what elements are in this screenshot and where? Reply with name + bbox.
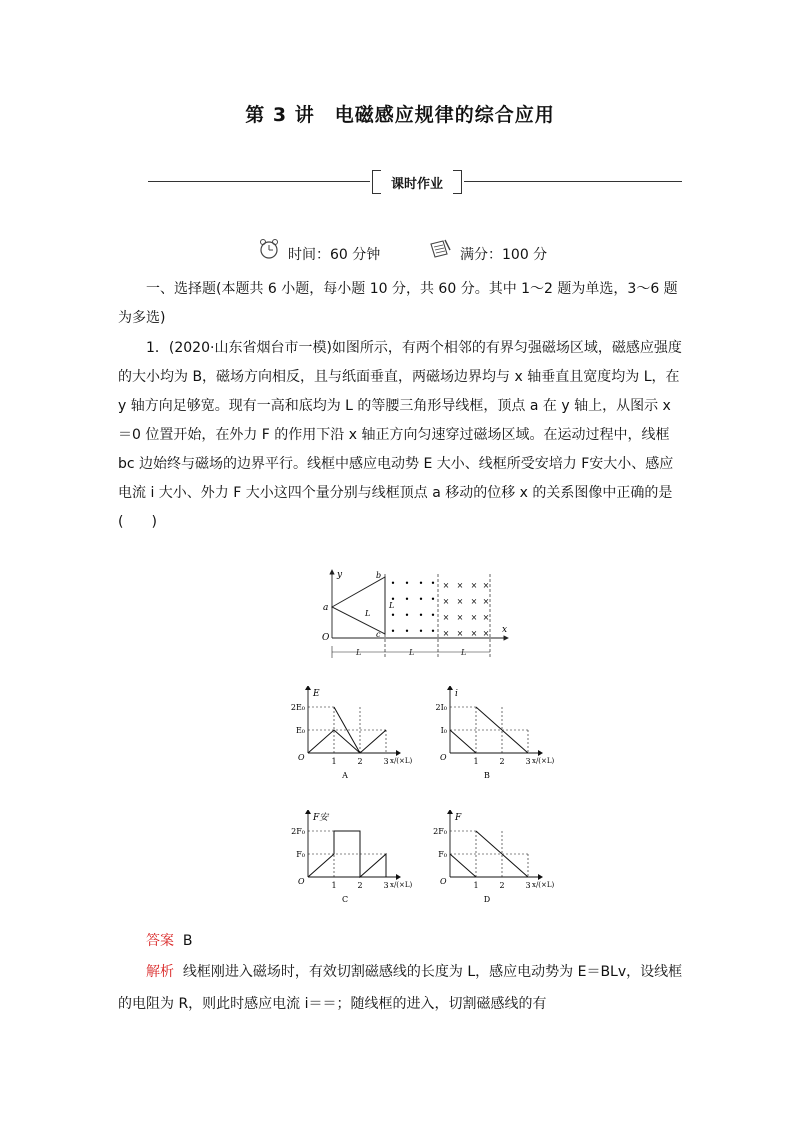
field-dot: • — [390, 595, 396, 604]
field-cross: × — [470, 581, 478, 590]
field-dot: • — [390, 579, 396, 588]
origin-label: O — [322, 633, 330, 643]
divider-left — [148, 181, 370, 182]
option-letter: D — [483, 895, 491, 904]
tick-lo: I₀ — [440, 726, 447, 735]
field-dot: • — [390, 627, 396, 636]
tick-3: 3 — [383, 757, 389, 766]
origin-label: O — [440, 877, 447, 886]
field-dot: • — [418, 611, 424, 620]
field-dot: • — [390, 611, 396, 620]
field-cross: × — [482, 581, 490, 590]
origin-label: O — [298, 877, 305, 886]
tick-hi: 2F₀ — [433, 827, 447, 836]
tick-3: 3 — [525, 757, 531, 766]
x-arrow-icon — [538, 874, 543, 880]
tick-hi: 2I₀ — [435, 703, 447, 712]
y-arrow-icon — [447, 810, 453, 814]
field-dot: • — [404, 627, 410, 636]
y-label: E — [313, 689, 320, 699]
answer-label: 答案 — [146, 933, 174, 949]
x-axis-label: x — [502, 625, 508, 635]
x-unit-label: x/(×L) — [390, 757, 413, 765]
analysis-paragraph — [118, 956, 683, 1020]
graph-d — [426, 810, 556, 904]
dim-l-3: L — [461, 648, 467, 657]
field-cross: × — [470, 629, 478, 638]
option-letter: A — [342, 771, 348, 780]
field-cross: × — [456, 581, 464, 590]
full-score: 满分：100 分 — [460, 247, 548, 263]
field-dot: • — [404, 579, 410, 588]
field-cross: × — [482, 597, 490, 606]
field-out-dots — [391, 579, 436, 636]
field-cross: × — [456, 613, 464, 622]
time-limit: 时间：60 分钟 — [288, 247, 381, 263]
tick-1: 1 — [331, 881, 337, 890]
paper-pen-icon — [428, 238, 452, 260]
option-letter: C — [341, 895, 349, 904]
graph-c — [284, 810, 414, 904]
homework-banner — [372, 170, 462, 194]
vertex-c-label: c — [376, 630, 381, 639]
field-dot: • — [418, 579, 424, 588]
question-1-stem: 1．(2020·山东省烟台市一模)如图所示，有两个相邻的有界匀强磁场区域，磁感应强度的大小均为 B，磁场方向相反，且与纸面垂直，两磁场边界均与 x 轴垂直且宽度均为 L，在 y 轴方向足够宽。现有一高和底均为 L 的等腰三角形导线框，顶点 a 在 y 轴上，从图示 x＝0 位置开始，在外力 F 的作用下沿 x 轴正方向匀速穿过磁场区域。在运动过程中，线框 bc 边始终与磁场的边界平行。线框中感应电动势 E 大小、线框所受安培力 F安大小、感应电流 i 大小、外力 F 大小这四个量分别与线框顶点 a 移动的位移 x 的关系图像中正确的是( ) — [118, 340, 682, 530]
vertex-a-label: a — [323, 603, 329, 613]
field-cross: × — [442, 613, 450, 622]
homework-label: 课时作业 — [390, 176, 443, 192]
vertex-b-label: b — [376, 571, 382, 580]
tick-lo: E₀ — [295, 726, 305, 735]
section-heading: 一、选择题(本题共 6 小题，每小题 10 分，共 60 分。其中 1～2 题为单选，3～6 题为多选) — [118, 281, 678, 326]
height-l-label: L — [365, 609, 371, 618]
tick-1: 1 — [473, 757, 479, 766]
magnetic-field-figure — [318, 566, 518, 662]
origin-label: O — [298, 753, 305, 762]
field-cross: × — [482, 629, 490, 638]
tick-2: 2 — [499, 881, 505, 890]
field-in-crosses — [443, 581, 490, 638]
y-arrow-icon — [305, 686, 311, 690]
answer-line — [146, 927, 711, 956]
x-unit-label: x/(×L) — [390, 881, 413, 889]
origin-label: O — [440, 753, 447, 762]
field-cross: × — [470, 613, 478, 622]
x-arrow-icon — [396, 750, 401, 756]
divider-right — [464, 181, 682, 182]
tick-3: 3 — [525, 881, 531, 890]
field-dot: • — [418, 595, 424, 604]
tick-2: 2 — [357, 757, 363, 766]
tick-lo: F₀ — [296, 850, 305, 859]
field-cross: × — [442, 629, 450, 638]
graph-b — [426, 686, 556, 780]
x-unit-label: x/(×L) — [532, 757, 555, 765]
clock-icon — [258, 238, 280, 260]
field-dot: • — [418, 627, 424, 636]
field-dot: • — [430, 579, 436, 588]
answer-value: B — [182, 933, 193, 949]
field-cross: × — [456, 597, 464, 606]
tick-hi: 2E₀ — [290, 703, 305, 712]
tick-2: 2 — [357, 881, 363, 890]
x-unit-label: x/(×L) — [532, 881, 555, 889]
y-arrow-icon — [447, 686, 453, 690]
page-title: 第 3 讲 电磁感应规律的综合应用 — [245, 104, 555, 126]
field-cross: × — [442, 581, 450, 590]
graph-a — [284, 686, 414, 780]
tick-2: 2 — [499, 757, 505, 766]
tick-3: 3 — [383, 881, 389, 890]
y-label: F安 — [313, 813, 329, 823]
y-axis-label: y — [337, 570, 343, 580]
analysis-text: 线框刚进入磁场时，有效切割磁感线的长度为 L，感应电动势为 E＝BLv，设线框的电阻为 R，则此时感应电流 i＝＝；随线框的进入，切割磁感线的有 — [118, 964, 683, 1012]
x-arrow-icon — [538, 750, 543, 756]
field-dot: • — [430, 611, 436, 620]
option-letter: B — [484, 771, 490, 780]
dim-l-2: L — [409, 648, 415, 657]
field-cross: × — [482, 613, 490, 622]
y-arrow-icon — [305, 810, 311, 814]
field-dot: • — [430, 595, 436, 604]
field-cross: × — [442, 597, 450, 606]
analysis-label: 解析 — [146, 964, 174, 980]
x-arrow-icon — [396, 874, 401, 880]
dim-l-1: L — [356, 648, 362, 657]
tick-lo: F₀ — [438, 850, 447, 859]
field-dot: • — [430, 627, 436, 636]
field-dot: • — [404, 595, 410, 604]
tick-1: 1 — [473, 881, 479, 890]
tick-1: 1 — [331, 757, 337, 766]
y-label: F — [455, 813, 462, 823]
width-l-label: L — [389, 601, 395, 610]
field-cross: × — [470, 597, 478, 606]
field-cross: × — [456, 629, 464, 638]
field-dot: • — [404, 611, 410, 620]
tick-hi: 2F₀ — [291, 827, 305, 836]
y-label: i — [455, 689, 458, 699]
